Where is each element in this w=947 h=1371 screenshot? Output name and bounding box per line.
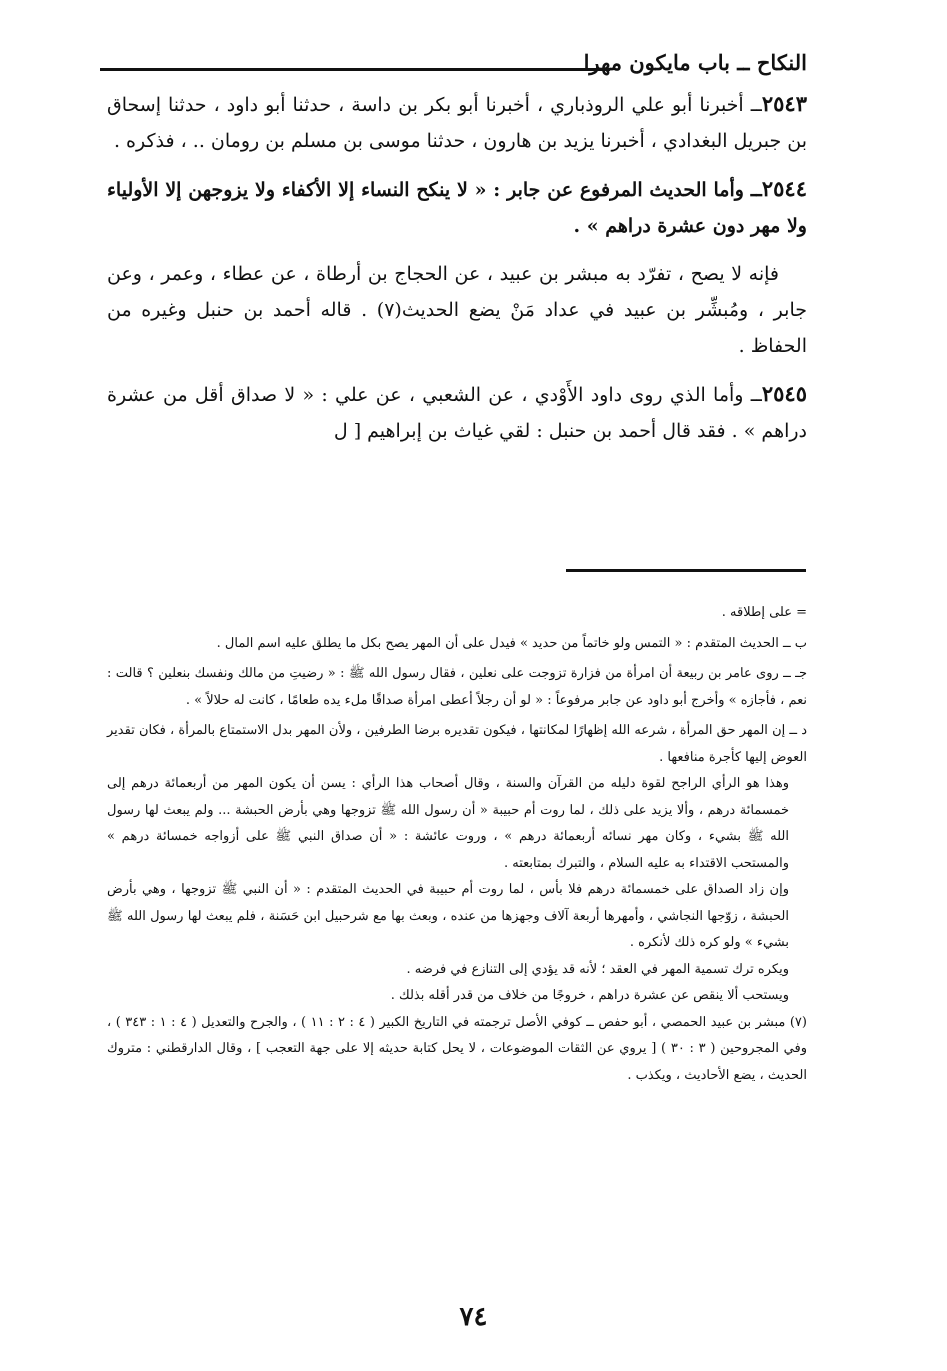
footnote-line: جـ ــ روى عامر بن ربيعة أن امرأة من فزارة تزوجت على نعلين ، فقال رسول الله ﷺ : « رضيتِ من مالك ونفسك بنعلين ؟ قالت : نعم ، فأجازه » وأخرج أبو داود عن جابر مرفوعاً : « لو أن رجلاً أعطى امرأة صداقًا ملء يده طعامًا ، كانت له حلالاً » . xyxy=(107,666,807,708)
main-text xyxy=(107,86,807,461)
hadith-number: ٢٥٤٥ xyxy=(761,381,807,406)
hadith-number: ٢٥٤٤ xyxy=(761,176,807,201)
page-number: ٧٤ xyxy=(459,1302,488,1332)
footnote-line: د ــ إن المهر حق المرأة ، شرعه الله إظهارًا لمكانتها ، فيكون تقديره برضا الطرفين ، ولأن المهر بدل الاستمتاع بالمرأة ، فكان تقدير العوض إليها كأجرة منافعها . xyxy=(107,723,807,765)
footnote-line: = على إطلاقه . xyxy=(721,605,807,620)
hadith-text: ــ وأما الحديث المرفوع عن جابر : « لا ينكح النساء إلا الأكفاء ولا يزوجهن إلا الأولياء ولا مهر دون عشرة دراهم » . xyxy=(107,179,807,237)
hadith-2545 xyxy=(107,376,807,449)
hadith-text: ــ أخبرنا أبو علي الروذباري ، أخبرنا أبو بكر بن داسة ، حدثنا أبو داود ، حدثنا إسحاق بن جبريل البغدادي ، أخبرنا يزيد بن هارون ، حدثنا موسى بن مسلم بن رومان .. ، فذكره . xyxy=(107,94,807,152)
footnote-line: ويكره ترك تسمية المهر في العقد ؛ لأنه قد يؤدي إلى التنازع في فرضه . xyxy=(406,961,789,977)
hadith-text: ــ وأما الذي روى داود الأَوْدي ، عن الشعبي ، عن علي : « لا صداق أقل من عشرة دراهم » . فقد قال أحمد بن حنبل : لقي غياث بن إبراهيم [ ل xyxy=(107,384,807,442)
footnote-line: ويستحب ألا ينقص عن عشرة دراهم ، خروجًا من خلاف من قدر أقله بذلك . xyxy=(390,988,789,1003)
hadith-2543 xyxy=(107,86,807,159)
hadith-number: ٢٥٤٣ xyxy=(761,91,807,116)
commentary-text: فإنه لا يصح ، تفرّد به مبشر بن عبيد ، عن الحجاج بن أرطاة ، عن عطاء ، وعمر ، وعن جابر ، ومُبشِّر بن عبيد في عداد مَنْ يضع الحديث(٧) . قاله أحمد بن حنبل وغيره من الحفاظ . xyxy=(107,263,807,357)
footnote-line: وإن زاد الصداق على خمسمائة درهم فلا بأس ، لما روت أم حبيبة في الحديث المتقدم : « أن النبي ﷺ تزوجها ، وهي بأرض الحبشة ، زوّجها النجاشي ، وأمهرها أربعة آلاف وجهزها من عنده ، وبعث بها مع شرحبيل ابن حَسَنة ، فلم يبعث لها رسول الله ﷺ بشيء » ولو كره ذلك لأنكره . xyxy=(107,882,789,950)
footnote-line: ب ــ الحديث المتقدم : « التمس ولو خاتماً من حديد » فيدل على أن المهر يصح بكل ما يطلق عليه اسم المال . xyxy=(216,635,807,651)
footnote-rule xyxy=(566,569,806,572)
header-rule xyxy=(100,68,610,71)
hadith-2544-commentary xyxy=(107,256,807,364)
footnote-line: وهذا هو الرأي الراجح لقوة دليله من القرآن والسنة ، وقال أصحاب هذا الرأي : يسن أن يكون المهر من أربعمائة درهم إلى خمسمائة درهم ، وألا يزيد على ذلك ، لما روت أم حبيبة « أن رسول الله ﷺ تزوجها وهي بأرض الحبشة ... ولم يبعث لها رسول الله ﷺ بشيء ، وكان مهر نسائه أربعمائة درهم » ، وروت عائشة : « أن صداق النبي ﷺ على أزواجه خمسائة درهم » والمستحب الاقتداء به عليه السلام ، والتبرك بمتابعته . xyxy=(107,776,789,871)
footnote-7: (٧) مبشر بن عبيد الحمصي ، أبو حفص ــ كوفي الأصل ترجمته في التاريخ الكبير ( ٤ : ٢ : ١١ ) ، والجرح والتعديل ( ٤ : ١ : ٣٤٣ ) ، وفي المجروحين ( ٣ : ٣٠ ) [ يروي عن الثقات الموضوعات ، لا يحل كتابة حديثه إلا على جهة التعجب ] ، وقال الدارقطني : متروك الحديث ، يضع الأحاديث ، ويكذب . xyxy=(107,1014,807,1083)
footnotes xyxy=(107,600,807,1089)
running-header: النكاح ــ باب مايكون مهرا xyxy=(583,50,807,75)
hadith-2544 xyxy=(107,171,807,244)
